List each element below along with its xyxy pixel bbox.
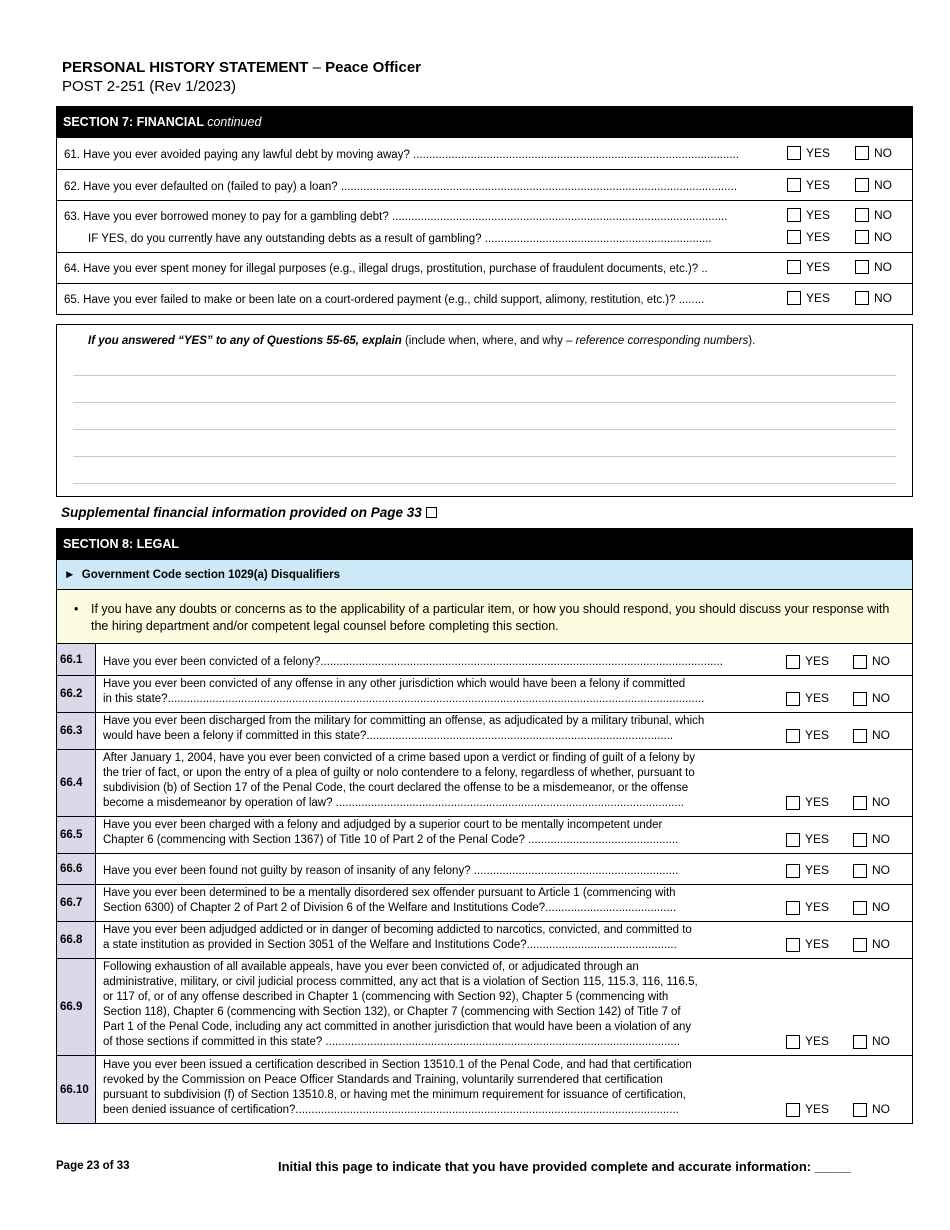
yes-checkbox[interactable] bbox=[786, 796, 800, 810]
question-line: Have you ever been charged with a felony and adjudged by a superior court to be mentally incompetent under bbox=[103, 819, 663, 831]
yes-label: YES bbox=[805, 728, 830, 742]
no-checkbox[interactable] bbox=[855, 208, 869, 222]
question-text bbox=[103, 1058, 782, 1118]
yes-checkbox[interactable] bbox=[786, 938, 800, 952]
no-checkbox[interactable] bbox=[853, 1035, 867, 1049]
yes-checkbox[interactable] bbox=[787, 146, 801, 160]
yes-checkbox[interactable] bbox=[786, 655, 800, 669]
gov-code-header: ► Government Code section 1029(a) Disqualifiers bbox=[56, 560, 913, 590]
question-number: 66.6 bbox=[56, 854, 96, 885]
form-title: PERSONAL HISTORY STATEMENT – Peace Officer bbox=[62, 59, 421, 76]
yes-label: YES bbox=[805, 691, 830, 705]
question-row-65: 65. Have you ever failed to make or been late on a court-ordered payment (e.g., child support, alimony, restitution, etc.)? ........ YES NO bbox=[64, 291, 892, 306]
yes-label: YES bbox=[805, 863, 830, 877]
question-number: 66.1 bbox=[56, 644, 96, 676]
question-number: 66.5 bbox=[56, 817, 96, 854]
no-label: NO bbox=[872, 832, 890, 846]
yes-label: YES bbox=[805, 832, 830, 846]
question-line: Have you ever been determined to be a mentally disordered sex offender pursuant to Article 1 (commencing with bbox=[103, 887, 676, 899]
question-line: Have you ever been issued a certification described in Section 13510.1 of the Penal Code, and had that certification bbox=[103, 1059, 692, 1071]
yes-option: YES bbox=[787, 146, 830, 160]
yes-option bbox=[786, 654, 829, 669]
question-line: Section 118), Chapter 6 (commencing with Section 132), or Chapter 7 (commencing with Section 142) of Title 7 of bbox=[103, 1006, 681, 1018]
arrow-icon: ► bbox=[64, 569, 76, 581]
question-line: subdivision (b) of Section 17 of the Penal Code, the court declared the offense to be a misdemeanor, or the offense bbox=[103, 782, 689, 794]
question-body bbox=[96, 817, 913, 854]
yes-option: YES bbox=[787, 291, 830, 305]
question-line: Part 1 of the Penal Code, including any act committed in another jurisdiction that would have been a violation of any bbox=[103, 1021, 692, 1033]
yes-option: YES bbox=[787, 208, 830, 222]
legal-question-row bbox=[56, 644, 913, 676]
legal-question-row bbox=[56, 1056, 913, 1124]
question-line: of those sections if committed in this state? ............................................................................................................... bbox=[103, 1036, 681, 1048]
question-line: Chapter 6 (commencing with Section 1367) of Title 10 of Part 2 of the Penal Code? ............................................... bbox=[103, 834, 679, 846]
no-label: NO bbox=[872, 654, 890, 668]
yes-option bbox=[786, 1102, 829, 1117]
question-body bbox=[96, 713, 913, 750]
no-checkbox[interactable] bbox=[855, 178, 869, 192]
question-text bbox=[103, 886, 782, 916]
no-checkbox[interactable] bbox=[855, 291, 869, 305]
yes-label: YES bbox=[805, 1102, 830, 1116]
question-row-64: 64. Have you ever spent money for illegal purposes (e.g., illegal drugs, prostitution, purchase of fraudulent documents, etc.)? .. YES NO bbox=[57, 253, 912, 284]
yes-checkbox[interactable] bbox=[787, 178, 801, 192]
question-line: become a misdemeanor by operation of law? ............................................................................................................. bbox=[103, 797, 684, 809]
question-text: 63. Have you ever borrowed money to pay for a gambling debt? bbox=[64, 211, 389, 223]
no-label: NO bbox=[872, 795, 890, 809]
question-text bbox=[103, 960, 782, 1050]
question-body bbox=[96, 959, 913, 1056]
question-row-63: 63. Have you ever borrowed money to pay for a gambling debt? ......................................................................................................... YES NO IF YES, do you currently have any outstanding debts as a result of gambling? ....................................................................... YES NO bbox=[57, 201, 912, 253]
explanation-line[interactable] bbox=[73, 429, 896, 430]
yes-checkbox[interactable] bbox=[786, 729, 800, 743]
yes-option bbox=[786, 900, 829, 915]
question-body bbox=[96, 885, 913, 922]
explanation-line[interactable] bbox=[73, 402, 896, 403]
question-text bbox=[103, 923, 782, 953]
yes-option: YES bbox=[787, 230, 830, 244]
yes-option bbox=[786, 863, 829, 878]
question-line: administrative, military, or civil judicial process committed, any act that is a violation of Section 115, 115.3, 116, 116.5, bbox=[103, 976, 698, 988]
question-line: would have been a felony if committed in this state?................................................................................................ bbox=[103, 730, 674, 742]
question-number: 66.7 bbox=[56, 885, 96, 922]
question-line: Section 6300) of Chapter 2 of Part 2 of Division 6 of the Welfare and Institutions Code?......................................... bbox=[103, 902, 677, 914]
yes-label: YES bbox=[805, 654, 830, 668]
question-line: pursuant to subdivision (f) of Section 13510.8, or having met the minimum requirement for issuance of certification, bbox=[103, 1089, 686, 1101]
legal-question-row bbox=[56, 854, 913, 885]
question-body bbox=[96, 676, 913, 713]
yes-label: YES bbox=[805, 937, 830, 951]
no-option: NO bbox=[855, 260, 892, 274]
yes-checkbox[interactable] bbox=[786, 1103, 800, 1117]
supplemental-info: Supplemental financial information provided on Page 33 bbox=[61, 505, 437, 520]
no-checkbox[interactable] bbox=[853, 833, 867, 847]
no-option bbox=[853, 1102, 890, 1117]
yes-option bbox=[786, 728, 829, 743]
yes-option bbox=[786, 832, 829, 847]
no-option: NO bbox=[855, 178, 892, 192]
no-option bbox=[853, 654, 890, 669]
question-line: Have you ever been discharged from the military for committing an offense, as adjudicated by a military tribunal, which bbox=[103, 715, 705, 727]
question-line: or 117 of, or of any offense described in Chapter 1 (commencing with Section 92), Chapter 5 (commencing with bbox=[103, 991, 669, 1003]
section-7-header: SECTION 7: FINANCIAL continued bbox=[56, 106, 913, 138]
yes-checkbox[interactable] bbox=[787, 291, 801, 305]
no-option bbox=[853, 900, 890, 915]
yes-checkbox[interactable] bbox=[786, 1035, 800, 1049]
question-line: the trier of fact, or upon the entry of a plea of guilty or nolo contendere to a felony, regardless of whether, pursuant to bbox=[103, 767, 695, 779]
yes-option bbox=[786, 795, 829, 810]
no-label: NO bbox=[872, 728, 890, 742]
yes-label: YES bbox=[805, 1034, 830, 1048]
legal-question-row bbox=[56, 676, 913, 713]
yes-label: YES bbox=[805, 795, 830, 809]
yes-checkbox[interactable] bbox=[787, 230, 801, 244]
no-option bbox=[853, 728, 890, 743]
sub-question-text: IF YES, do you currently have any outstanding debts as a result of gambling? bbox=[88, 233, 482, 245]
no-label: NO bbox=[872, 937, 890, 951]
question-line: a state institution as provided in Section 3051 of the Welfare and Institutions Code?............................................... bbox=[103, 939, 677, 951]
explanation-line[interactable] bbox=[73, 483, 896, 484]
question-text bbox=[103, 714, 782, 744]
question-row-61: 61. Have you ever avoided paying any lawful debt by moving away? ...................................................................................................... YES NO bbox=[57, 138, 912, 170]
explanation-box bbox=[56, 324, 913, 497]
question-body bbox=[96, 1056, 913, 1124]
question-body bbox=[96, 922, 913, 959]
yes-checkbox[interactable] bbox=[786, 901, 800, 915]
question-line: Have you ever been convicted of a felony?.............................................................................................................................. bbox=[103, 656, 723, 668]
question-number: 66.10 bbox=[56, 1056, 96, 1124]
no-option: NO bbox=[855, 230, 892, 244]
initial-field[interactable]: Initial this page to indicate that you have provided complete and accurate information: _____ bbox=[278, 1159, 851, 1174]
yes-checkbox[interactable] bbox=[787, 208, 801, 222]
question-line: revoked by the Commission on Peace Officer Standards and Training, voluntarily surrendered that certification bbox=[103, 1074, 663, 1086]
form-id: POST 2-251 (Rev 1/2023) bbox=[62, 78, 236, 95]
no-checkbox[interactable] bbox=[853, 864, 867, 878]
legal-question-row bbox=[56, 885, 913, 922]
legal-question-row bbox=[56, 750, 913, 817]
no-checkbox[interactable] bbox=[853, 692, 867, 706]
legal-note: • If you have any doubts or concerns as to the applicability of a particular item, or how you should respond, you should discuss your response with the hiring department and/or competent legal counsel before completing this section. bbox=[56, 590, 913, 644]
question-number: 66.8 bbox=[56, 922, 96, 959]
question-text: 65. Have you ever failed to make or been late on a court-ordered payment (e.g., child support, alimony, restitution, etc.)? bbox=[64, 294, 676, 306]
yes-checkbox[interactable] bbox=[786, 692, 800, 706]
explanation-line[interactable] bbox=[73, 375, 896, 376]
question-text: 61. Have you ever avoided paying any lawful debt by moving away? bbox=[64, 149, 410, 161]
yes-label: YES bbox=[805, 900, 830, 914]
no-checkbox[interactable] bbox=[853, 1103, 867, 1117]
no-checkbox[interactable] bbox=[853, 655, 867, 669]
yes-option: YES bbox=[787, 260, 830, 274]
question-number: 66.2 bbox=[56, 676, 96, 713]
page-number: Page 23 of 33 bbox=[56, 1160, 130, 1172]
yes-option bbox=[786, 1034, 829, 1049]
question-text bbox=[103, 864, 782, 879]
yes-option: YES bbox=[787, 178, 830, 192]
question-body bbox=[96, 854, 913, 885]
no-option bbox=[853, 863, 890, 878]
question-text bbox=[103, 818, 782, 848]
no-checkbox[interactable] bbox=[853, 938, 867, 952]
supplemental-checkbox[interactable] bbox=[426, 507, 437, 518]
question-number: 66.3 bbox=[56, 713, 96, 750]
no-label: NO bbox=[872, 1034, 890, 1048]
no-option bbox=[853, 795, 890, 810]
question-row-62: 62. Have you ever defaulted on (failed to pay) a loan? ............................................................................................................................ YES NO bbox=[57, 170, 912, 201]
no-checkbox[interactable] bbox=[853, 901, 867, 915]
question-line: in this state?........................................................................................................................................................................ bbox=[103, 693, 705, 705]
legal-question-row bbox=[56, 713, 913, 750]
question-body bbox=[96, 750, 913, 817]
question-number: 66.4 bbox=[56, 750, 96, 817]
question-number: 66.9 bbox=[56, 959, 96, 1056]
legal-question-row bbox=[56, 817, 913, 854]
question-line: Following exhaustion of all available appeals, have you ever been convicted of, or adjudicated through an bbox=[103, 961, 639, 973]
financial-questions bbox=[56, 138, 913, 315]
yes-option bbox=[786, 937, 829, 952]
no-label: NO bbox=[872, 1102, 890, 1116]
question-text bbox=[103, 751, 782, 811]
question-text: 64. Have you ever spent money for illegal purposes (e.g., illegal drugs, prostitution, purchase of fraudulent documents, etc.)? bbox=[64, 263, 699, 275]
yes-option bbox=[786, 691, 829, 706]
question-text bbox=[103, 655, 782, 670]
question-text bbox=[103, 677, 782, 707]
question-line: Have you ever been adjudged addicted or in danger of becoming addicted to narcotics, convicted, and committed to bbox=[103, 924, 692, 936]
no-checkbox[interactable] bbox=[855, 260, 869, 274]
bullet-icon: • bbox=[74, 602, 79, 616]
yes-checkbox[interactable] bbox=[786, 864, 800, 878]
no-checkbox[interactable] bbox=[855, 230, 869, 244]
no-label: NO bbox=[872, 691, 890, 705]
no-option bbox=[853, 937, 890, 952]
legal-question-row bbox=[56, 922, 913, 959]
no-option: NO bbox=[855, 208, 892, 222]
no-checkbox[interactable] bbox=[853, 796, 867, 810]
question-text: 62. Have you ever defaulted on (failed to pay) a loan? bbox=[64, 181, 338, 193]
yes-checkbox[interactable] bbox=[786, 833, 800, 847]
no-label: NO bbox=[872, 863, 890, 877]
explanation-line[interactable] bbox=[73, 456, 896, 457]
question-body bbox=[96, 644, 913, 676]
no-label: NO bbox=[872, 900, 890, 914]
no-option: NO bbox=[855, 146, 892, 160]
legal-question-row bbox=[56, 959, 913, 1056]
question-line: Have you ever been convicted of any offense in any other jurisdiction which would have been a felony if committed bbox=[103, 678, 686, 690]
no-checkbox[interactable] bbox=[853, 729, 867, 743]
no-checkbox[interactable] bbox=[855, 146, 869, 160]
no-option: NO bbox=[855, 291, 892, 305]
no-option bbox=[853, 691, 890, 706]
yes-checkbox[interactable] bbox=[787, 260, 801, 274]
section-8-header: SECTION 8: LEGAL bbox=[56, 528, 913, 560]
question-line: After January 1, 2004, have you ever been convicted of a crime based upon a verdict or finding of guilt of a felony by bbox=[103, 752, 695, 764]
question-line: Have you ever been found not guilty by reason of insanity of any felony? ................................................................ bbox=[103, 865, 679, 877]
no-option bbox=[853, 832, 890, 847]
no-option bbox=[853, 1034, 890, 1049]
question-line: been denied issuance of certification?........................................................................................................................ bbox=[103, 1104, 679, 1116]
explanation-instructions: If you answered “YES” to any of Questions 55-65, explain (include when, where, and why – reference corresponding numbers). bbox=[88, 335, 756, 347]
